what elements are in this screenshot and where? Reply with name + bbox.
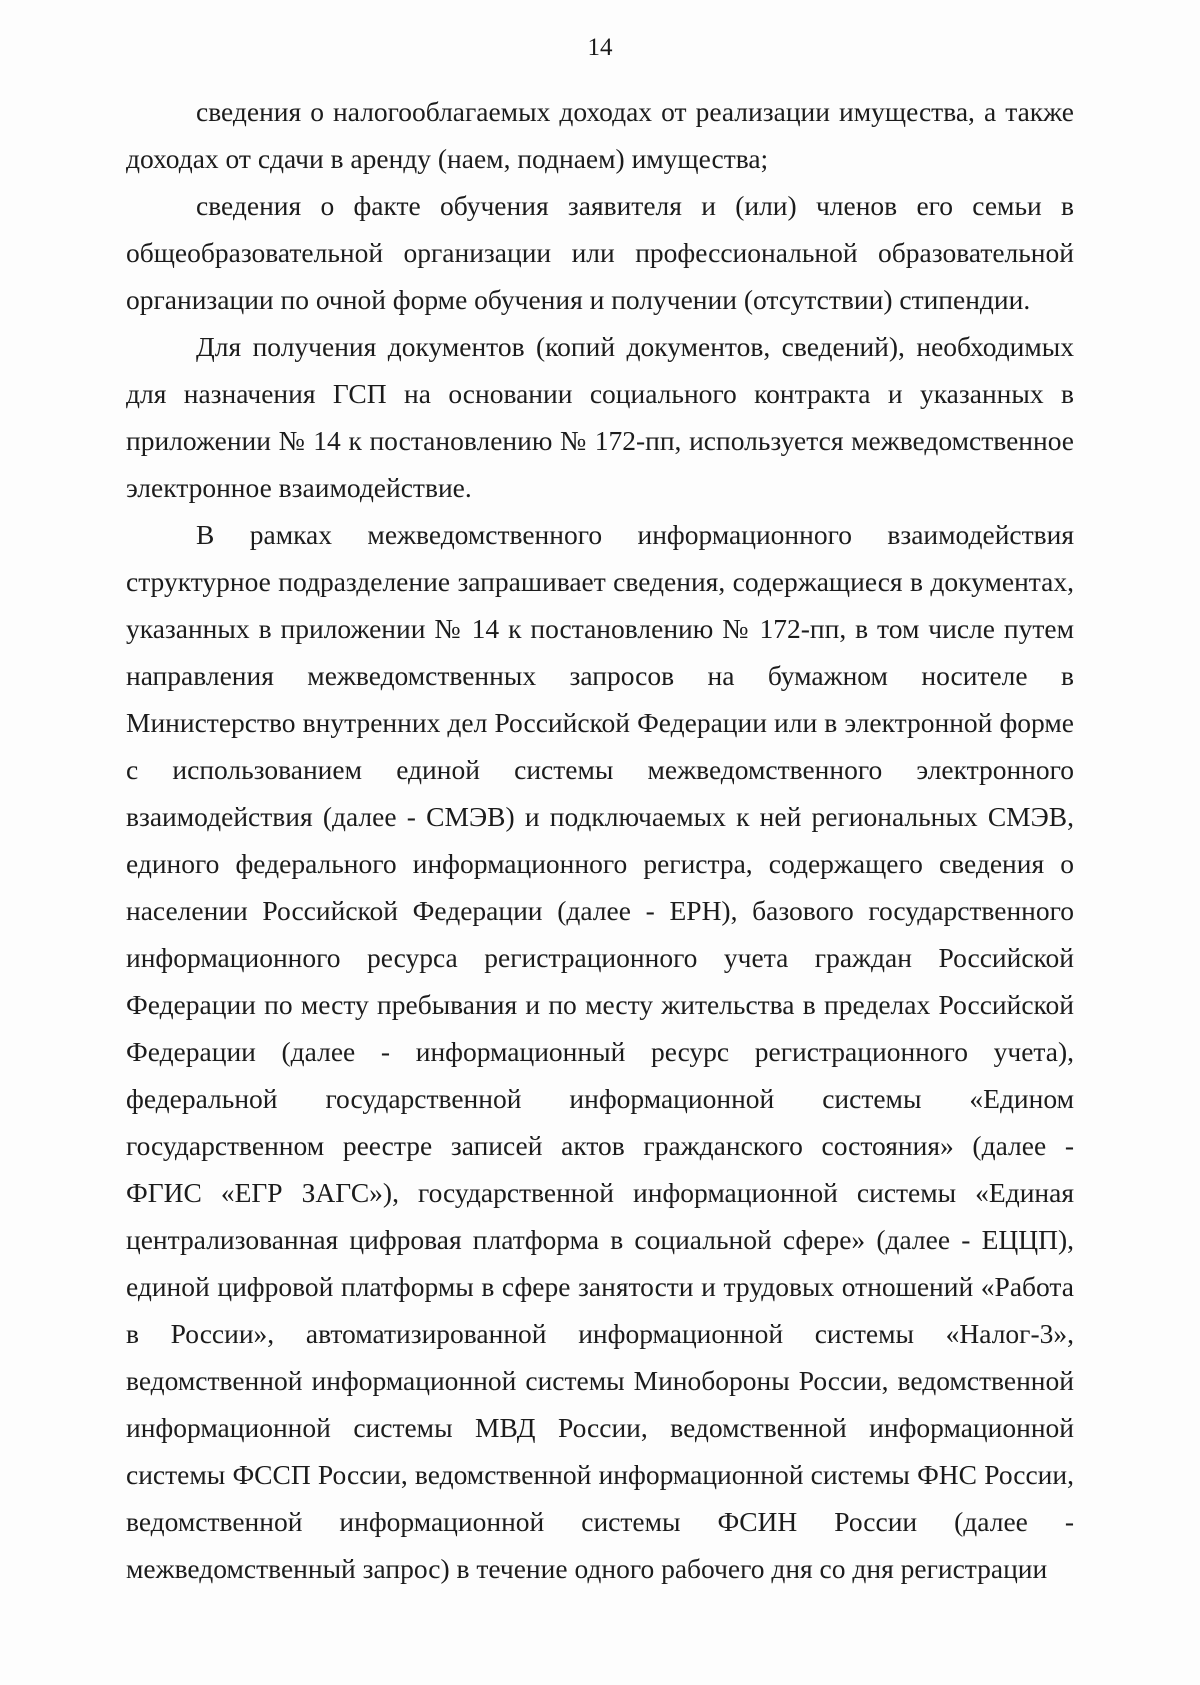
paragraph-interagency-exchange: Для получения документов (копий документов, сведений), необходимых для назначения ГСП на основании социального контракта и указанных в приложении № 14 к постановлению № 172-пп, используется межведомственное электронное взаимодействие.: [126, 331, 1074, 503]
paragraph-interagency-requests: В рамках межведомственного информационного взаимодействия структурное подразделение запрашивает сведения, содержащиеся в документах, указанных в приложении № 14 к постановлению № 172-пп, в том числе путем направления межведомственных запросов на бумажном носителе в Министерство внутренних дел Российской Федерации или в электронной форме с использованием единой системы межведомственного электронного взаимодействия (далее - СМЭВ) и подключаемых к ней региональных СМЭВ, единого федерального информационного регистра, содержащего сведения о населении Российской Федерации (далее - ЕРН), базового государственного информационного ресурса регистрационного учета граждан Российской Федерации по месту пребывания и по месту жительства в пределах Российской Федерации (далее - информационный ресурс регистрационного учета), федеральной государственной информационной системы «Едином государственном реестре записей актов гражданского состояния» (далее - ФГИС «ЕГР ЗАГС»), государственной информационной системы «Единая централизованная цифровая платформа в социальной сфере» (далее - ЕЦЦП), единой цифровой платформы в сфере занятости и трудовых отношений «Работа в России», автоматизированной информационной системы «Налог-3», ведомственной информационной системы Минобороны России, ведомственной информационной системы МВД России, ведомственной информационной системы ФССП России, ведомственной информационной системы ФНС России, ведомственной информационной системы ФСИН России (далее - межведомственный запрос) в течение одного рабочего дня со дня регистрации: [126, 519, 1074, 1584]
paragraph-education-info: сведения о факте обучения заявителя и (или) членов его семьи в общеобразовательной организации или профессиональной образовательной организации по очной форме обучения и получении (отсутствии) стипендии.: [126, 190, 1074, 315]
page-number: 14: [587, 34, 613, 61]
document-body: [126, 88, 1074, 1592]
paragraph-income-info: сведения о налогооблагаемых доходах от реализации имущества, а также доходах от сдачи в аренду (наем, поднаем) имущества;: [126, 96, 1074, 174]
